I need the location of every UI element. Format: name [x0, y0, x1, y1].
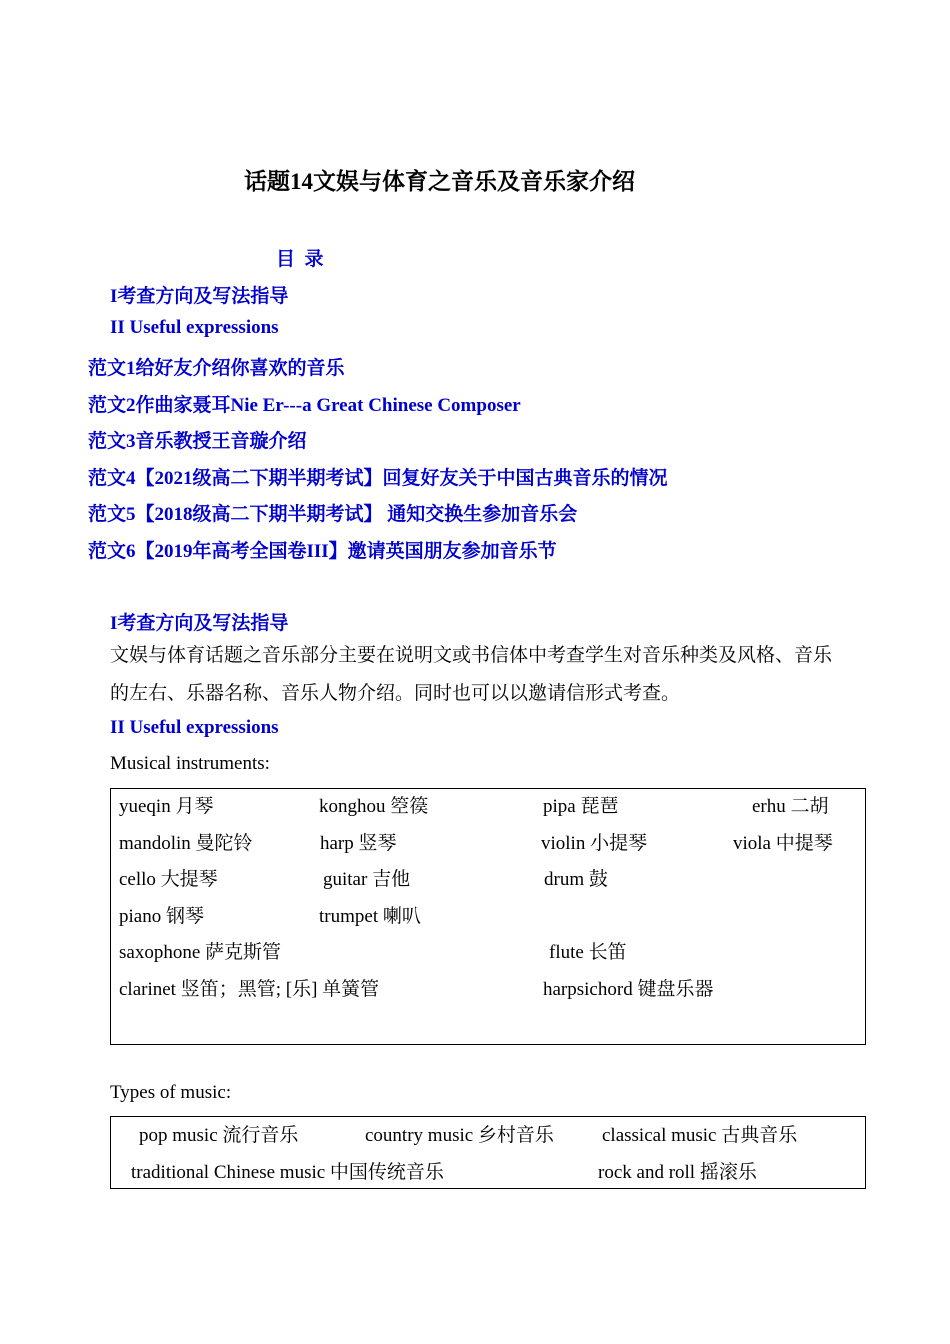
toc-item-8[interactable]: 范文6【2019年高考全国卷III】邀请英国朋友参加音乐节	[88, 541, 557, 562]
toc-item-5[interactable]: 范文3音乐教授王音璇介绍	[88, 431, 307, 452]
instrument-item: harpsichord 键盘乐器	[543, 979, 714, 1000]
toc-item-2[interactable]: II Useful expressions	[110, 317, 279, 338]
instrument-item: yueqin 月琴	[119, 796, 214, 817]
page-title: 话题14文娱与体育之音乐及音乐家介绍	[244, 169, 635, 194]
instrument-item: cello 大提琴	[119, 869, 218, 890]
types-table	[110, 1116, 866, 1189]
section1-paragraph-line1: 文娱与体育话题之音乐部分主要在说明文或书信体中考查学生对音乐种类及风格、音乐	[110, 645, 833, 666]
types-label: Types of music:	[110, 1082, 232, 1103]
instrument-item: erhu 二胡	[752, 796, 829, 817]
instrument-item: harp 竖琴	[320, 833, 397, 854]
instrument-item: pipa 琵琶	[543, 796, 619, 817]
instrument-item: trumpet 喇叭	[319, 906, 421, 927]
section1-paragraph-line2: 的左右、乐器名称、音乐人物介绍。同时也可以以邀请信形式考查。	[110, 683, 681, 704]
instrument-item: piano 钢琴	[119, 906, 204, 927]
instrument-item: guitar 吉他	[323, 869, 411, 890]
instrument-item: drum 鼓	[544, 869, 608, 890]
instrument-item: violin 小提琴	[541, 833, 648, 854]
instrument-item: konghou 箜篌	[319, 796, 429, 817]
instruments-label: Musical instruments:	[110, 753, 270, 774]
instruments-table	[110, 788, 866, 1045]
music-type-item: traditional Chinese music 中国传统音乐	[131, 1162, 444, 1183]
toc-item-6[interactable]: 范文4【2021级高二下期半期考试】回复好友关于中国古典音乐的情况	[88, 468, 668, 489]
music-type-item: rock and roll 摇滚乐	[598, 1162, 757, 1183]
music-type-item: pop music 流行音乐	[139, 1125, 299, 1146]
toc-heading: 目 录	[276, 249, 324, 270]
instrument-item: viola 中提琴	[733, 833, 833, 854]
toc-item-1[interactable]: I考查方向及写法指导	[110, 286, 289, 307]
toc-item-4[interactable]: 范文2作曲家聂耳Nie Er---a Great Chinese Composer	[88, 395, 521, 416]
toc-item-3[interactable]: 范文1给好友介绍你喜欢的音乐	[88, 358, 345, 379]
instrument-item: mandolin 曼陀铃	[119, 833, 253, 854]
music-type-item: country music 乡村音乐	[365, 1125, 554, 1146]
instrument-item: flute 长笛	[549, 942, 627, 963]
section1-heading: I考查方向及写法指导	[110, 613, 289, 634]
instrument-item: clarinet 竖笛；黑管; [乐] 单簧管	[119, 979, 380, 1000]
toc-item-7[interactable]: 范文5【2018级高二下期半期考试】 通知交换生参加音乐会	[88, 504, 578, 525]
instrument-item: saxophone 萨克斯管	[119, 942, 282, 963]
section2-heading: II Useful expressions	[110, 717, 279, 738]
music-type-item: classical music 古典音乐	[602, 1125, 798, 1146]
